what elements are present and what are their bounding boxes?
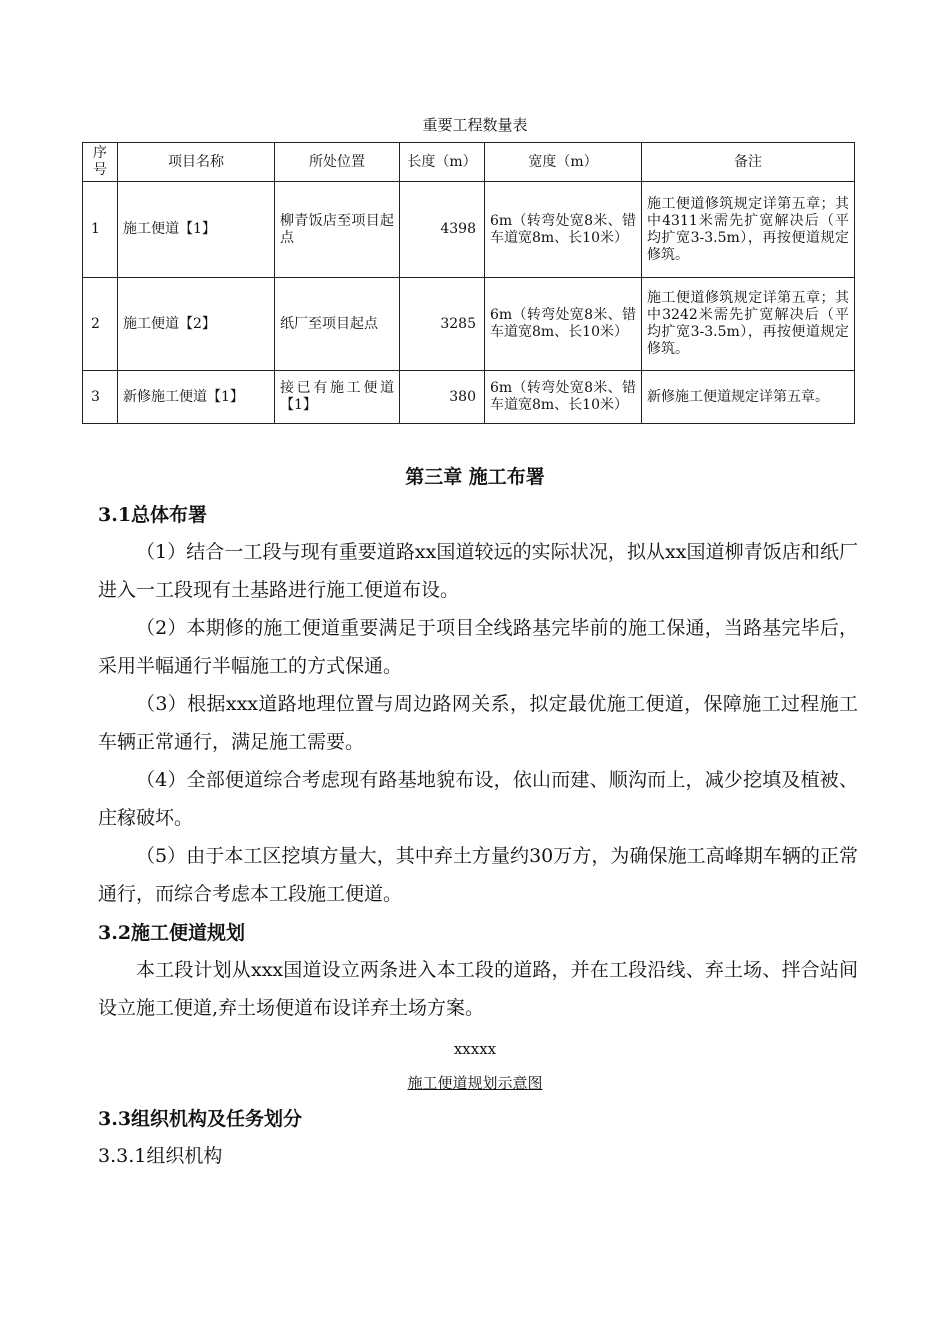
cell-length: 3285	[400, 278, 485, 371]
paragraph-3-2: 本工段计划从xxx国道设立两条进入本工段的道路，并在工段沿线、弃土场、拌合站间设立施工便道,弃土场便道布设详弃土场方案。	[98, 959, 858, 1019]
cell-location: 接已有施工便道【1】	[275, 371, 400, 424]
cell-no: 1	[83, 182, 118, 278]
cell-note: 施工便道修筑规定详第五章；其中3242米需先扩宽解决后（平均扩宽3-3.5m），再按便道规定修筑。	[642, 278, 855, 371]
chapter-title: 第三章 施工布署	[405, 466, 545, 488]
quantity-table	[82, 142, 855, 424]
paragraph-3-1-5: （5）由于本工区挖填方量大，其中弃土方量约30万方，为确保施工高峰期车辆的正常通行，而综合考虑本工段施工便道。	[98, 845, 858, 905]
header-location: 所处位置	[275, 143, 400, 182]
subsection-3-3-1-title: 3.3.1组织机构	[98, 1145, 223, 1167]
cell-no: 3	[83, 371, 118, 424]
cell-width: 6m（转弯处宽8米、错车道宽8m、长10米）	[485, 182, 642, 278]
paragraph-3-1-3: （3）根据xxx道路地理位置与周边路网关系，拟定最优施工便道，保障施工过程施工车辆正常通行，满足施工需要。	[98, 693, 858, 753]
header-length: 长度（m）	[400, 143, 485, 182]
cell-no: 2	[83, 278, 118, 371]
paragraph-3-1-4: （4）全部便道综合考虑现有路基地貌布设，依山而建、顺沟而上，减少挖填及植被、庄稼破坏。	[98, 769, 858, 829]
table-header-row	[83, 143, 855, 182]
cell-name: 施工便道【2】	[118, 278, 275, 371]
cell-note: 施工便道修筑规定详第五章；其中4311米需先扩宽解决后（平均扩宽3-3.5m），再按便道规定修筑。	[642, 182, 855, 278]
paragraph-3-1-2: （2）本期修的施工便道重要满足于项目全线路基完毕前的施工保通，当路基完毕后，采用半幅通行半幅施工的方式保通。	[98, 617, 858, 677]
cell-location: 纸厂至项目起点	[275, 278, 400, 371]
cell-width: 6m（转弯处宽8米、错车道宽8m、长10米）	[485, 278, 642, 371]
header-width: 宽度（m）	[485, 143, 642, 182]
section-3-1-title: 3.1总体布署	[98, 504, 208, 526]
cell-length: 380	[400, 371, 485, 424]
header-note: 备注	[642, 143, 855, 182]
header-no: 序号	[83, 143, 118, 182]
header-name: 项目名称	[118, 143, 275, 182]
cell-width: 6m（转弯处宽8米、错车道宽8m、长10米）	[485, 371, 642, 424]
table-row	[83, 182, 855, 278]
figure-caption-wrap	[0, 1072, 950, 1093]
cell-name: 施工便道【1】	[118, 182, 275, 278]
paragraph-3-1-1: （1）结合一工段与现有重要道路xx国道较远的实际状况，拟从xx国道柳青饭店和纸厂进入一工段现有土基路进行施工便道布设。	[98, 541, 858, 601]
table-row	[83, 371, 855, 424]
cell-length: 4398	[400, 182, 485, 278]
table-row	[83, 278, 855, 371]
section-3-3-title: 3.3组织机构及任务划分	[98, 1108, 303, 1130]
cell-location: 柳青饭店至项目起点	[275, 182, 400, 278]
cell-note: 新修施工便道规定详第五章。	[642, 371, 855, 424]
table-caption: 重要工程数量表	[422, 116, 528, 134]
figure-placeholder: xxxxx	[453, 1040, 497, 1058]
figure-caption: 施工便道规划示意图	[407, 1074, 543, 1092]
cell-name: 新修施工便道【1】	[118, 371, 275, 424]
section-3-2-title: 3.2施工便道规划	[98, 922, 246, 944]
